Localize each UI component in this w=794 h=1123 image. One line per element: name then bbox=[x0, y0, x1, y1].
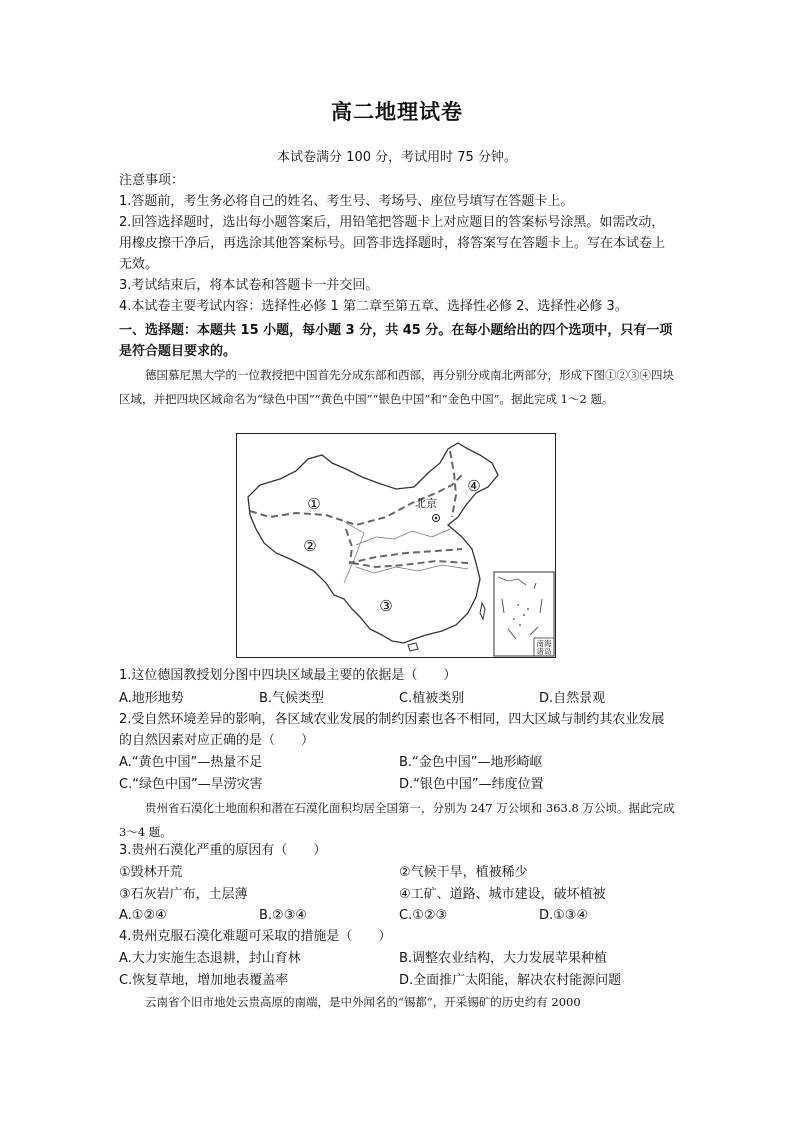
q3-item-1: ①毁林开荒 bbox=[119, 865, 183, 880]
q4-option-c: C.恢复草地，增加地表覆盖率 bbox=[119, 973, 289, 988]
q4-option-b: B.调整农业结构，大力发展苹果种植 bbox=[399, 951, 608, 966]
q3-option-b: B.②③④ bbox=[259, 908, 308, 923]
page-title: 高二地理试卷 bbox=[331, 100, 463, 124]
passage-1: 德国慕尼黑大学的一位教授把中国首先分成东部和西部，再分别分成南北两部分，形成下图①②③④四块区域，并把四块区域命名为“绿色中国”“黄色中国”“银色中国”和“金色中国”。据此完成 1～2 题。 bbox=[119, 368, 674, 406]
q1-option-d: D.自然景观 bbox=[539, 691, 606, 706]
beijing-label: 北京 bbox=[415, 497, 437, 510]
q2-option-b: B.“金色中国”—地形崎岖 bbox=[399, 755, 543, 770]
inset-label-1: 南海 bbox=[536, 639, 552, 648]
q1-option-a: A.地形地势 bbox=[119, 691, 184, 706]
q2-option-d: D.“银色中国”—纬度位置 bbox=[399, 777, 544, 792]
inset-label-2: 诸岛 bbox=[536, 647, 552, 656]
q1-option-b: B.气候类型 bbox=[259, 691, 325, 706]
q3-option-a: A.①②④ bbox=[119, 908, 167, 923]
q2-option-a: A.“黄色中国”—热量不足 bbox=[119, 755, 263, 770]
q3-stem: 3.贵州石漠化严重的原因有（ ） bbox=[119, 843, 327, 858]
note-2: 2.回答选择题时，选出每小题答案后，用铅笔把答题卡上对应题目的答案标号涂黑。如需改动，用橡皮擦干净后，再选涂其他答案标号。回答非选择题时，将答案写在答题卡上。写在本试卷上无效。 bbox=[119, 215, 666, 272]
q3-item-3: ③石灰岩广布，土层薄 bbox=[119, 887, 248, 902]
q4-stem: 4.贵州克服石漠化难题可采取的措施是（ ） bbox=[119, 929, 392, 944]
region-label-3: ③ bbox=[379, 597, 393, 615]
note-1: 1.答题前，考生务必将自己的姓名、考生号、考场号、座位号填写在答题卡上。 bbox=[119, 194, 574, 209]
passage-3: 云南省个旧市地处云贵高原的南端，是中外闻名的“锡都”，开采锡矿的历史约有 2000 bbox=[145, 995, 581, 1009]
q2-stem: 2.受自然环境差异的影响，各区域农业发展的制约因素也各不相同，四大区域与制约其农业发展的自然因素对应正确的是（ ） bbox=[119, 712, 665, 748]
note-3: 3.考试结束后，将本试卷和答题卡一并交回。 bbox=[119, 278, 379, 293]
q2-option-c: C.“绿色中国”—旱涝灾害 bbox=[119, 777, 263, 792]
q3-item-2: ②气候干旱，植被稀少 bbox=[399, 865, 528, 880]
q1-stem: 1.这位德国教授划分图中四块区域最主要的依据是（ ） bbox=[119, 668, 457, 683]
q4-option-a: A.大力实施生态退耕，封山育林 bbox=[119, 951, 301, 966]
exam-subtitle: 本试卷满分 100 分，考试用时 75 分钟。 bbox=[277, 150, 517, 165]
q3-option-d: D.①③④ bbox=[539, 908, 589, 923]
q3-option-c: C.①②③ bbox=[399, 908, 448, 923]
notes-heading: 注意事项： bbox=[119, 173, 185, 188]
region-label-4: ④ bbox=[467, 477, 481, 495]
passage-2: 贵州省石漠化土地面积和潜在石漠化面积均居全国第一，分别为 247 万公顷和 363.8 万公顷。据此完成 3～4 题。 bbox=[119, 801, 675, 839]
q3-item-4: ④工矿、道路、城市建设，破坏植被 bbox=[399, 887, 606, 902]
note-4: 4.本试卷主要考试内容：选择性必修 1 第二章至第五章、选择性必修 2、选择性必修 3。 bbox=[119, 299, 628, 314]
region-label-2: ② bbox=[303, 537, 317, 555]
region-label-1: ① bbox=[307, 495, 321, 513]
q1-option-c: C.植被类别 bbox=[399, 691, 465, 706]
q4-option-d: D.全面推广太阳能，解决农村能源问题 bbox=[399, 973, 622, 988]
section-heading: 一、选择题：本题共 15 小题，每小题 3 分，共 45 分。在每小题给出的四个选项中，只有一项是符合题目要求的。 bbox=[119, 323, 673, 359]
china-region-map bbox=[236, 433, 556, 658]
